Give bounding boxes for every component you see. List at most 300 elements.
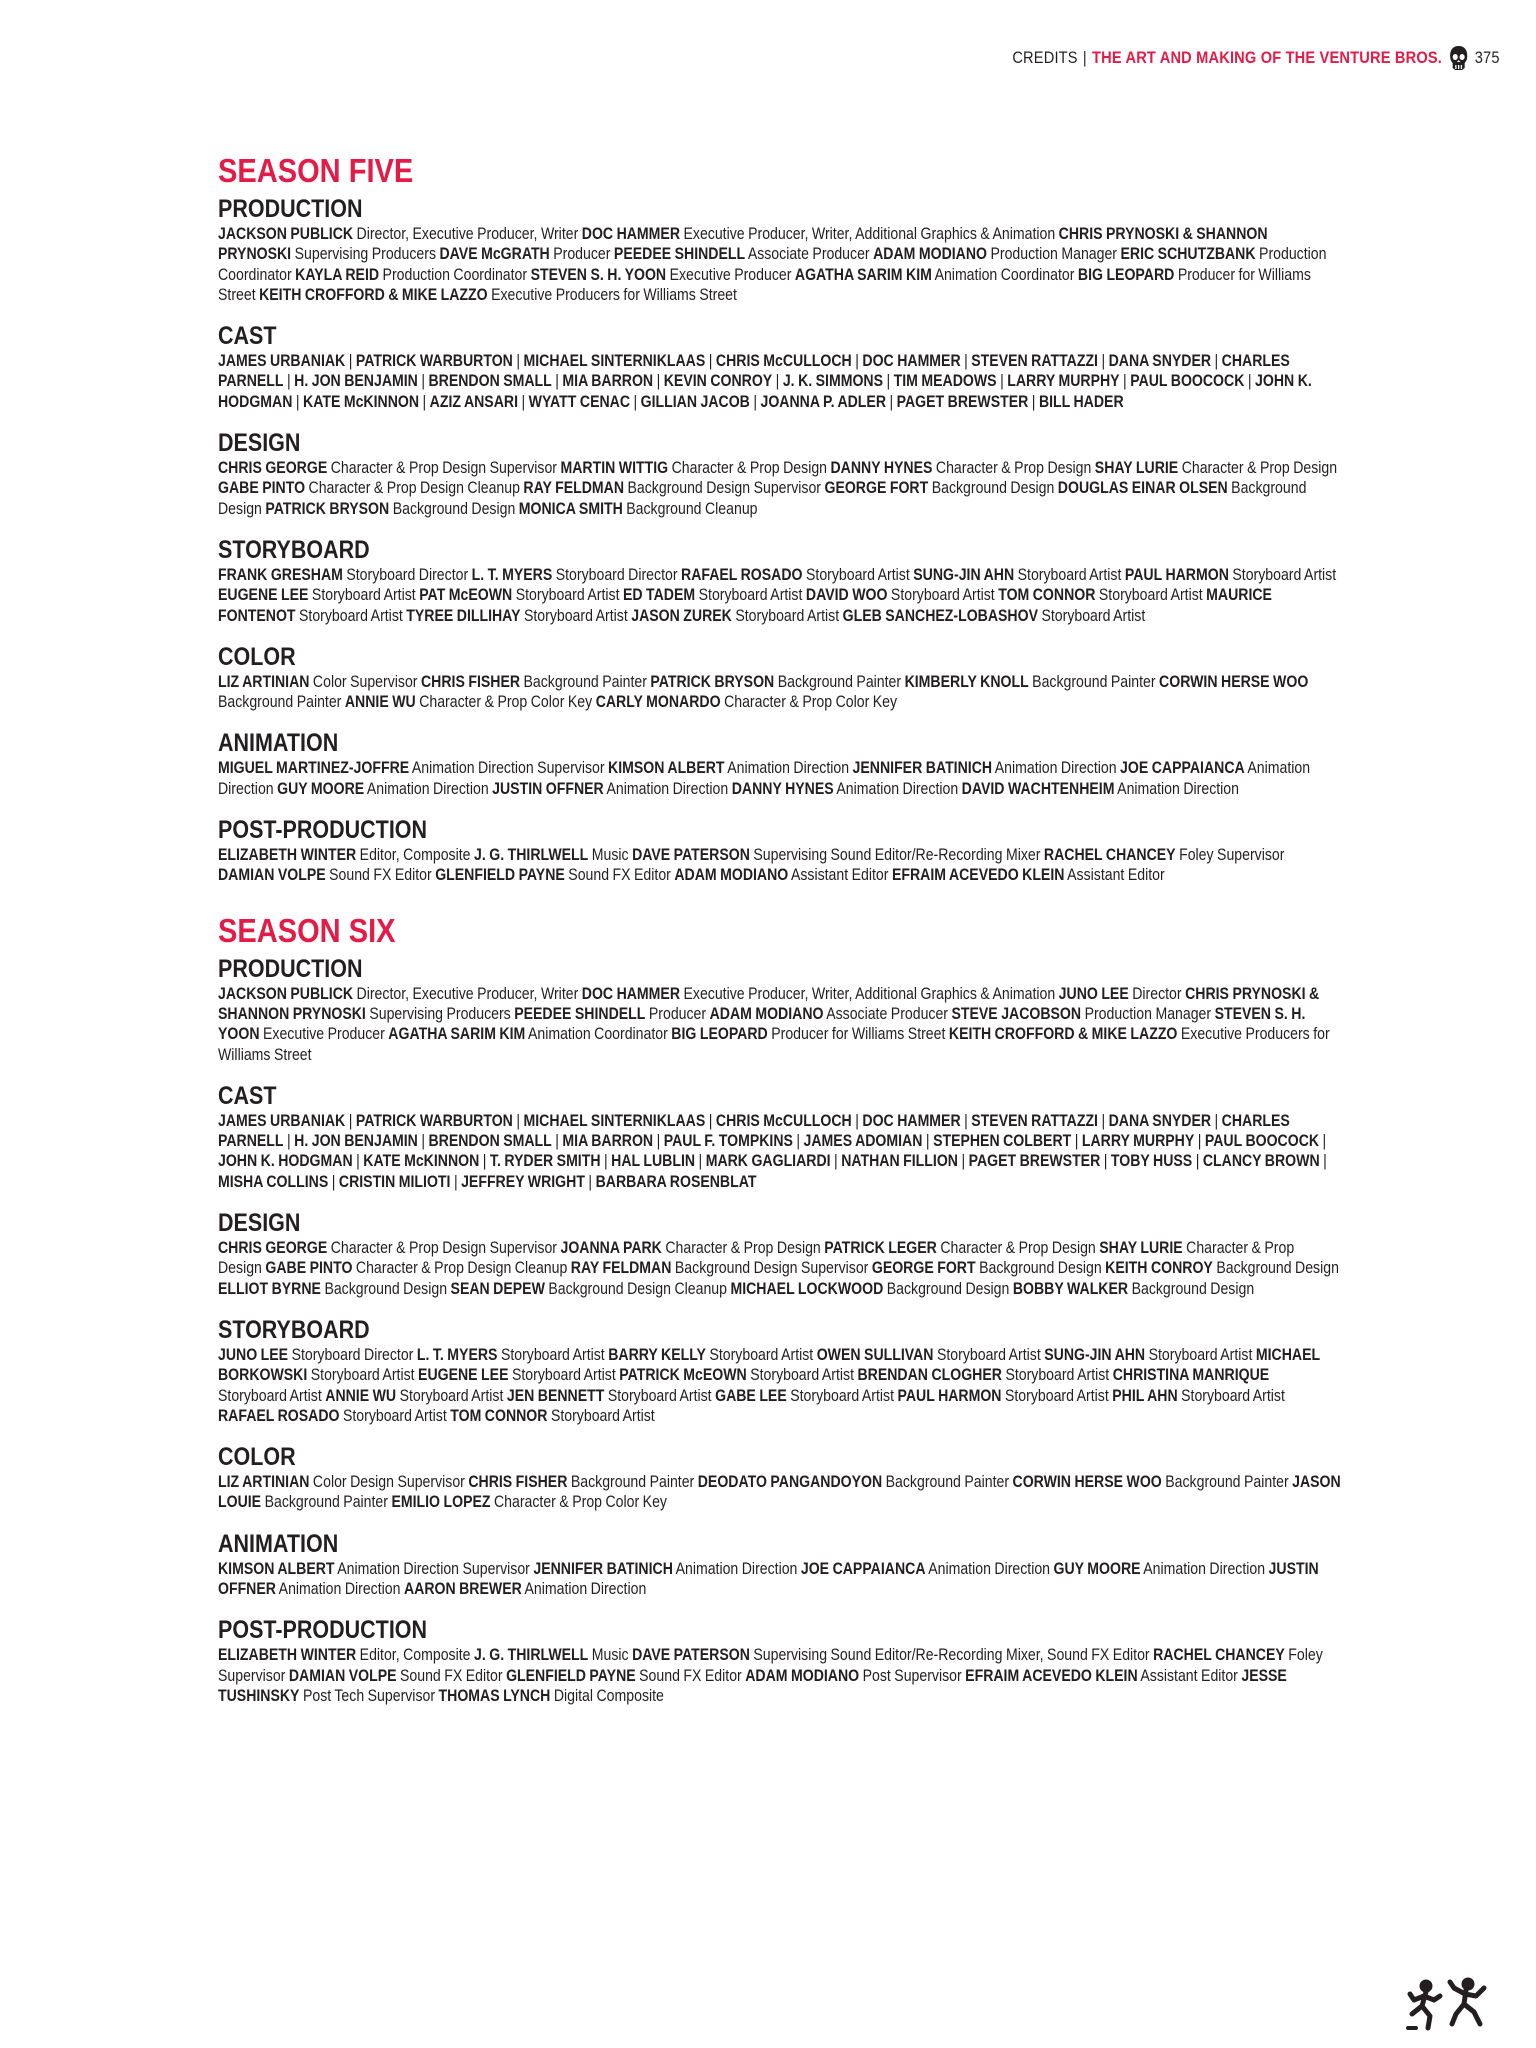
cast-separator: | [292, 392, 304, 411]
credit-name: KIMSON ALBERT [608, 759, 725, 778]
credit-name: JUNO LEE [1058, 984, 1129, 1003]
cast-name: PATRICK WARBURTON [355, 1111, 513, 1130]
credit-role: Background Painter [1032, 672, 1156, 691]
cast-separator: | [283, 1132, 295, 1151]
credit-role: Background Design [392, 499, 516, 518]
cast-name: STEVEN RATTAZZI [971, 352, 1098, 371]
cast-separator: | [328, 1172, 339, 1191]
credit-name: CARLY MONARDO [595, 693, 721, 712]
cast-name: PATRICK WARBURTON [355, 352, 513, 371]
credit-list [218, 1345, 1341, 1426]
cast-name: WYATT CENAC [528, 392, 631, 411]
cast-separator: | [1192, 1152, 1203, 1171]
credit-name: DAVID WACHTENHEIM [961, 779, 1115, 798]
credit-role: Foley Supervisor [218, 1646, 1323, 1685]
block-heading: STORYBOARD [218, 535, 370, 564]
cast-name: H. JON BENJAMIN [294, 1132, 418, 1151]
credit-role: Assistant Editor [790, 866, 889, 885]
cast-separator: | [883, 372, 894, 391]
credit-role: Background Painter [1165, 1473, 1289, 1492]
credit-name: ED TADEM [622, 586, 696, 605]
credit-name: TYREE DILLIHAY [406, 606, 521, 625]
cast-separator: | [1028, 392, 1039, 411]
credit-name: CORWIN HERSE WOO [1012, 1473, 1162, 1492]
credit-name: STEVE JACOBSON [951, 1004, 1082, 1023]
credit-list [218, 224, 1341, 305]
credit-role: Animation Direction [836, 779, 959, 798]
credit-name: DAVE PATERSON [632, 846, 750, 865]
credit-role: Background Design [324, 1279, 448, 1298]
credit-role: Storyboard Artist [515, 586, 620, 605]
cast-name: HAL LUBLIN [611, 1152, 696, 1171]
cast-separator: | [1194, 1132, 1205, 1151]
credit-role: Storyboard Artist [550, 1406, 655, 1425]
credit-role: Storyboard Artist [1017, 565, 1122, 584]
block-heading: POST-PRODUCTION [218, 816, 428, 845]
credit-name: JUSTIN OFFNER [218, 1559, 1319, 1598]
credit-name: DOUGLAS EINAR OLSEN [1057, 479, 1228, 498]
credit-name: DOC HAMMER [581, 984, 681, 1003]
credit-role: Associate Producer [747, 245, 870, 264]
block-heading: ANIMATION [218, 1529, 339, 1558]
credit-name: PATRICK McEOWN [619, 1366, 747, 1385]
season-title-season-five: SEASON FIVE [218, 152, 414, 189]
credit-name: GUY MOORE [277, 779, 365, 798]
credit-list [218, 458, 1341, 519]
credit-name: MIGUEL MARTINEZ-JOFFRE [218, 759, 410, 778]
section-label: CREDITS [1012, 48, 1079, 67]
cast-name: BRENDON SMALL [428, 1132, 552, 1151]
credit-name: JOE CAPPAIANCA [800, 1559, 926, 1578]
credit-role: Director [1132, 984, 1182, 1003]
credit-role: Animation Direction [928, 1559, 1051, 1578]
credit-list [218, 1111, 1341, 1192]
credit-role: Character & Prop Design [671, 459, 828, 478]
credit-role: Storyboard Artist [342, 1406, 447, 1425]
cast-separator: | [1100, 1152, 1111, 1171]
credit-role: Character & Prop Design [665, 1239, 821, 1258]
cast-name: BRENDON SMALL [428, 372, 552, 391]
credit-role: Storyboard Artist [218, 1386, 322, 1405]
cast-name: KEVIN CONROY [663, 372, 773, 391]
credit-name: PEEDEE SHINDELL [514, 1004, 646, 1023]
credit-role: Animation Direction Supervisor [337, 1559, 530, 1578]
credit-name: PAUL HARMON [897, 1386, 1002, 1405]
cast-name: CHRIS McCULLOCH [715, 1111, 852, 1130]
credit-role: Storyboard Artist [310, 1366, 415, 1385]
block-heading: COLOR [218, 1443, 296, 1472]
cast-separator: | [584, 1172, 596, 1191]
credit-role: Animation Direction [366, 779, 489, 798]
credit-name: RAY FELDMAN [523, 479, 625, 498]
credit-name: GLEB SANCHEZ-LOBASHOV [842, 606, 1038, 625]
credit-name: JUNO LEE [218, 1345, 289, 1364]
credit-list [218, 758, 1341, 799]
credit-role: Executive Producer, Writer, Additional Graphics & Animation [683, 984, 1056, 1003]
credit-role: Storyboard Artist [607, 1386, 712, 1405]
cast-name: STEVEN RATTAZZI [971, 1111, 1098, 1130]
credit-role: Character & Prop Design Cleanup [308, 479, 520, 498]
credit-role: Background Painter [218, 693, 342, 712]
cast-separator: | [886, 392, 897, 411]
credit-list [218, 1238, 1341, 1299]
credit-name: MARTIN WITTIG [560, 459, 669, 478]
credit-name: ANNIE WU [325, 1386, 397, 1405]
credit-role: Post Supervisor [862, 1666, 962, 1685]
credit-role: Background Painter [777, 672, 902, 691]
credit-name: PAT McEOWN [419, 586, 513, 605]
cast-separator: | [630, 392, 641, 411]
cast-separator: | [450, 1172, 462, 1191]
cast-separator: | [417, 1132, 429, 1151]
credit-role: Foley Supervisor [1179, 846, 1285, 865]
credit-role: Storyboard Artist [1148, 1345, 1253, 1364]
credit-role: Storyboard Artist [1098, 586, 1203, 605]
credit-role: Animation Direction [994, 759, 1117, 778]
credit-role: Character & Prop Design [940, 1239, 1096, 1258]
credit-name: J. G. THIRLWELL [473, 1646, 589, 1665]
credit-name: JASON LOUIE [218, 1473, 1341, 1512]
credit-role: Background Design Supervisor [627, 479, 821, 498]
credit-role: Animation Direction [524, 1579, 647, 1598]
credit-role: Storyboard Artist [709, 1345, 814, 1364]
cast-separator: | [551, 1132, 563, 1151]
credit-name: J. G. THIRLWELL [473, 846, 589, 865]
cast-separator: | [749, 392, 761, 411]
credit-block-animation [218, 730, 1384, 799]
credit-name: AGATHA SARIM KIM [794, 265, 932, 284]
credit-role: Animation Direction [727, 759, 850, 778]
cast-separator: | [1097, 352, 1109, 371]
credit-role: Animation Direction [278, 1579, 401, 1598]
cast-name: PAUL BOOCOCK [1204, 1132, 1320, 1151]
credit-role: Storyboard Artist [500, 1345, 605, 1364]
credit-role: Production Coordinator [218, 245, 1327, 284]
cast-name: TOBY HUSS [1110, 1152, 1193, 1171]
credit-name: CHRIS FISHER [420, 672, 521, 691]
credit-role: Storyboard Director [555, 565, 678, 584]
credit-name: ELLIOT BYRNE [218, 1279, 321, 1298]
credit-role: Color Design Supervisor [312, 1473, 465, 1492]
credit-role: Background Painter [570, 1473, 695, 1492]
cast-name: MICHAEL SINTERNIKLAAS [523, 352, 706, 371]
credit-name: RAFAEL ROSADO [681, 565, 803, 584]
credit-name: CORWIN HERSE WOO [1159, 672, 1309, 691]
credit-name: GEORGE FORT [871, 1259, 976, 1278]
credit-role: Sound FX Editor [639, 1666, 742, 1685]
cast-name: AZIZ ANSARI [429, 392, 518, 411]
skull-icon [1449, 45, 1468, 71]
credit-name: GABE PINTO [265, 1259, 353, 1278]
credit-role: Sound FX Editor [329, 866, 432, 885]
credit-name: ADAM MODIANO [745, 1666, 860, 1685]
credits-content [218, 152, 1384, 1724]
credit-role: Director, Executive Producer, Writer [356, 225, 579, 243]
credit-name: DAVE PATERSON [632, 1646, 750, 1665]
credit-role: Storyboard Director [291, 1345, 414, 1364]
cast-separator: | [283, 372, 295, 391]
cast-separator: | [653, 372, 664, 391]
credit-role: Music [591, 846, 629, 865]
block-heading: CAST [218, 322, 277, 351]
credit-role: Storyboard Artist [805, 565, 910, 584]
credit-name: FRANK GRESHAM [218, 565, 343, 584]
cast-name: PAGET BREWSTER [968, 1152, 1101, 1171]
credit-name: JACKSON PUBLICK [218, 225, 354, 243]
credit-role: Background Painter [885, 1473, 1010, 1492]
block-heading: PRODUCTION [218, 954, 363, 983]
credit-role: Executive Producers for Williams Street [491, 285, 737, 304]
credit-role: Post Tech Supervisor [302, 1686, 436, 1705]
running-head [1013, 45, 1500, 71]
credit-role: Background Painter [264, 1493, 388, 1512]
credit-name: GLENFIELD PAYNE [435, 866, 565, 885]
credit-name: AGATHA SARIM KIM [388, 1025, 526, 1044]
block-heading: ANIMATION [218, 729, 339, 758]
credit-list [218, 565, 1341, 626]
cast-separator: | [1211, 1111, 1222, 1130]
cast-name: JAMES ADOMIAN [803, 1132, 923, 1151]
credit-name: DEODATO PANGANDOYON [697, 1473, 883, 1492]
cast-separator: | [996, 372, 1008, 391]
cast-separator: | [960, 352, 972, 371]
credit-name: SUNG-JIN AHN [913, 565, 1015, 584]
credit-role: Background Design [1216, 1259, 1339, 1278]
cast-separator: | [922, 1132, 934, 1151]
credit-name: CHRIS PRYNOSKI & SHANNON PRYNOSKI [218, 225, 1268, 264]
cast-separator: | [352, 1152, 364, 1171]
running-figures-icon [1402, 1974, 1492, 2032]
credit-name: JEN BENNETT [506, 1386, 605, 1405]
credit-role: Background Design [1131, 1279, 1255, 1298]
credit-role: Storyboard Artist [399, 1386, 504, 1405]
cast-separator: | [1319, 1132, 1327, 1151]
credit-name: LIZ ARTINIAN [218, 1473, 310, 1492]
credit-name: PATRICK BRYSON [650, 672, 775, 691]
cast-separator: | [517, 392, 529, 411]
credit-name: RACHEL CHANCEY [1153, 1646, 1285, 1665]
credit-block-production [218, 956, 1384, 1065]
credit-name: GLENFIELD PAYNE [506, 1666, 636, 1685]
credit-name: DAVE McGRATH [439, 245, 550, 264]
credit-role: Character & Prop Color Key [419, 693, 593, 712]
credit-name: JUSTIN OFFNER [492, 779, 604, 798]
cast-name: MIA BARRON [562, 1132, 654, 1151]
credit-role: Animation Direction Supervisor [411, 759, 605, 778]
cast-name: T. RYDER SMITH [489, 1152, 601, 1171]
cast-name: JAMES URBANIAK [218, 1111, 346, 1130]
credit-name: DANNY HYNES [731, 779, 834, 798]
cast-separator: | [1211, 352, 1222, 371]
credit-role: Color Supervisor [312, 672, 418, 691]
credit-block-cast [218, 1083, 1384, 1192]
credit-role: Music [591, 1646, 629, 1665]
cast-name: CHRIS McCULLOCH [715, 352, 852, 371]
credit-role: Animation Direction [606, 779, 729, 798]
cast-separator: | [705, 352, 716, 371]
credit-role: Character & Prop Design Supervisor [330, 1239, 557, 1258]
credit-name: KEITH CONROY [1105, 1259, 1213, 1278]
credit-role: Background Design Cleanup [548, 1279, 727, 1298]
credit-role: Production Manager [990, 245, 1118, 264]
cast-separator: | [479, 1152, 490, 1171]
block-heading: DESIGN [218, 429, 301, 458]
credit-role: Storyboard Artist [511, 1366, 616, 1385]
cast-name: MICHAEL SINTERNIKLAAS [523, 1111, 706, 1130]
credit-name: CHRIS GEORGE [218, 459, 328, 478]
credit-list [218, 1472, 1341, 1513]
credit-role: Producer [648, 1004, 707, 1023]
cast-name: KATE McKINNON [363, 1152, 480, 1171]
credit-role: Executive Producers for Williams Street [218, 1025, 1330, 1064]
credit-block-production [218, 196, 1384, 305]
cast-separator: | [1071, 1132, 1082, 1151]
credit-name: SHAY LURIE [1094, 459, 1179, 478]
cast-name: MISHA COLLINS [218, 1172, 329, 1191]
credit-name: DAMIAN VOLPE [288, 1666, 397, 1685]
cast-separator: | [345, 1111, 356, 1130]
cast-name: DANA SNYDER [1108, 1111, 1212, 1130]
credit-name: SHAY LURIE [1099, 1239, 1183, 1258]
credit-role: Character & Prop Design [1181, 459, 1338, 478]
credit-name: ADAM MODIANO [709, 1004, 824, 1023]
book-title: THE ART AND MAKING OF THE VENTURE BROS. [1092, 48, 1443, 67]
cast-name: CRISTIN MILIOTI [338, 1172, 451, 1191]
credit-role: Animation Direction [218, 759, 1311, 798]
credit-role: Character & Prop Design [218, 1239, 1295, 1278]
cast-name: CHARLES PARNELL [218, 352, 1290, 391]
credit-name: ANNIE WU [344, 693, 416, 712]
credit-name: JOANNA PARK [560, 1239, 662, 1258]
cast-separator: | [345, 352, 356, 371]
cast-separator: | [512, 352, 524, 371]
credit-name: PEEDEE SHINDELL [613, 245, 746, 264]
credit-block-color [218, 644, 1384, 713]
cast-separator: | [551, 372, 563, 391]
credit-role: Animation Coordinator [934, 265, 1075, 284]
credit-role: Producer for Williams Street [218, 265, 1311, 304]
block-heading: STORYBOARD [218, 1315, 370, 1344]
credit-name: ELIZABETH WINTER [218, 1646, 357, 1665]
cast-name: PAGET BREWSTER [896, 392, 1029, 411]
cast-separator: | [772, 372, 783, 391]
credit-role: Executive Producer, Writer, Additional Graphics & Animation [683, 225, 1056, 243]
credit-name: EMILIO LOPEZ [391, 1493, 491, 1512]
credit-block-design [218, 1210, 1384, 1299]
credit-name: CHRISTINA MANRIQUE [1112, 1366, 1270, 1385]
cast-name: LARRY MURPHY [1081, 1132, 1195, 1151]
block-heading: POST-PRODUCTION [218, 1616, 428, 1645]
credit-name: DANNY HYNES [830, 459, 933, 478]
cast-name: PAUL F. TOMPKINS [663, 1132, 793, 1151]
credit-name: TOM CONNOR [998, 586, 1096, 605]
cast-name: BILL HADER [1038, 392, 1124, 411]
credit-role: Producer [553, 245, 611, 264]
credit-name: JOE CAPPAIANCA [1120, 759, 1245, 778]
credit-name: KAYLA REID [295, 265, 380, 284]
credit-role: Animation Direction [1117, 779, 1239, 798]
credit-role: Storyboard Artist [1004, 1386, 1109, 1405]
credit-name: ERIC SCHUTZBANK [1120, 245, 1256, 264]
season-title-season-six: SEASON SIX [218, 911, 396, 949]
credit-role: Assistant Editor [1067, 866, 1165, 885]
credit-role: Storyboard Artist [936, 1345, 1041, 1364]
credit-list [218, 1559, 1341, 1600]
credit-role: Editor, Composite [359, 846, 471, 865]
credit-name: ADAM MODIANO [873, 245, 988, 264]
cast-separator: | [792, 1132, 804, 1151]
cast-name: JEFFREY WRIGHT [461, 1172, 585, 1191]
credit-name: ELIZABETH WINTER [218, 846, 357, 865]
credit-block-post-production [218, 1617, 1384, 1706]
cast-name: J. K. SIMMONS [782, 372, 884, 391]
credit-name: MAURICE FONTENOT [218, 586, 1272, 625]
cast-name: DANA SNYDER [1108, 352, 1212, 371]
credit-name: KEITH CROFFORD & MIKE LAZZO [259, 285, 488, 304]
credit-name: THOMAS LYNCH [438, 1686, 551, 1705]
credit-role: Editor, Composite [359, 1646, 471, 1665]
credit-name: KIMSON ALBERT [218, 1559, 335, 1578]
credit-name: MONICA SMITH [518, 499, 623, 518]
credit-role: Character & Prop Design Supervisor [330, 459, 557, 478]
credit-list [218, 351, 1341, 412]
credit-role: Character & Prop Color Key [493, 1493, 667, 1512]
credit-role: Background Painter [523, 672, 647, 691]
credit-block-animation [218, 1531, 1384, 1600]
cast-name: STEPHEN COLBERT [933, 1132, 1072, 1151]
cast-separator: | [851, 1111, 863, 1130]
cast-separator: | [1119, 372, 1131, 391]
cast-name: NATHAN FILLION [841, 1152, 958, 1171]
credit-block-color [218, 1444, 1384, 1513]
credit-role: Storyboard Artist [790, 1386, 895, 1405]
credit-name: RACHEL CHANCEY [1043, 846, 1176, 865]
block-heading: PRODUCTION [218, 195, 363, 223]
credit-name: JACKSON PUBLICK [218, 984, 354, 1003]
credit-role: Storyboard Artist [311, 586, 416, 605]
credit-role: Storyboard Artist [698, 586, 803, 605]
cast-separator: | [960, 1111, 972, 1130]
credit-role: Executive Producer [263, 1025, 385, 1044]
cast-name: CLANCY BROWN [1202, 1152, 1320, 1171]
cast-separator: | [1244, 372, 1256, 391]
credit-name: JENNIFER BATINICH [533, 1559, 673, 1578]
credit-role: Production Manager [1084, 1004, 1212, 1023]
credit-name: RAFAEL ROSADO [218, 1406, 340, 1425]
credit-list [218, 845, 1341, 886]
block-heading: COLOR [218, 642, 296, 671]
credit-name: BARRY KELLY [608, 1345, 706, 1364]
credit-name: SUNG-JIN AHN [1044, 1345, 1146, 1364]
credit-role: Storyboard Artist [1181, 1386, 1285, 1405]
credit-role: Character & Prop Design Cleanup [355, 1259, 568, 1278]
cast-separator: | [600, 1152, 612, 1171]
credit-name: STEVEN S. H. YOON [530, 265, 667, 284]
credit-name: PATRICK LEGER [824, 1239, 937, 1258]
block-heading: DESIGN [218, 1209, 301, 1238]
credit-name: BIG LEOPARD [671, 1025, 768, 1044]
credit-name: AARON BREWER [403, 1579, 522, 1598]
credit-name: CHRIS GEORGE [218, 1239, 328, 1258]
credit-list [218, 1645, 1341, 1706]
cast-name: LARRY MURPHY [1007, 372, 1120, 391]
credit-role: Production Coordinator [382, 265, 528, 284]
cast-name: JOHN K. HODGMAN [218, 1152, 353, 1171]
credit-name: BRENDAN CLOGHER [857, 1366, 1002, 1385]
cast-separator: | [419, 392, 430, 411]
credit-role: Supervising Producers [294, 245, 436, 264]
credit-role: Background Design [886, 1279, 1010, 1298]
